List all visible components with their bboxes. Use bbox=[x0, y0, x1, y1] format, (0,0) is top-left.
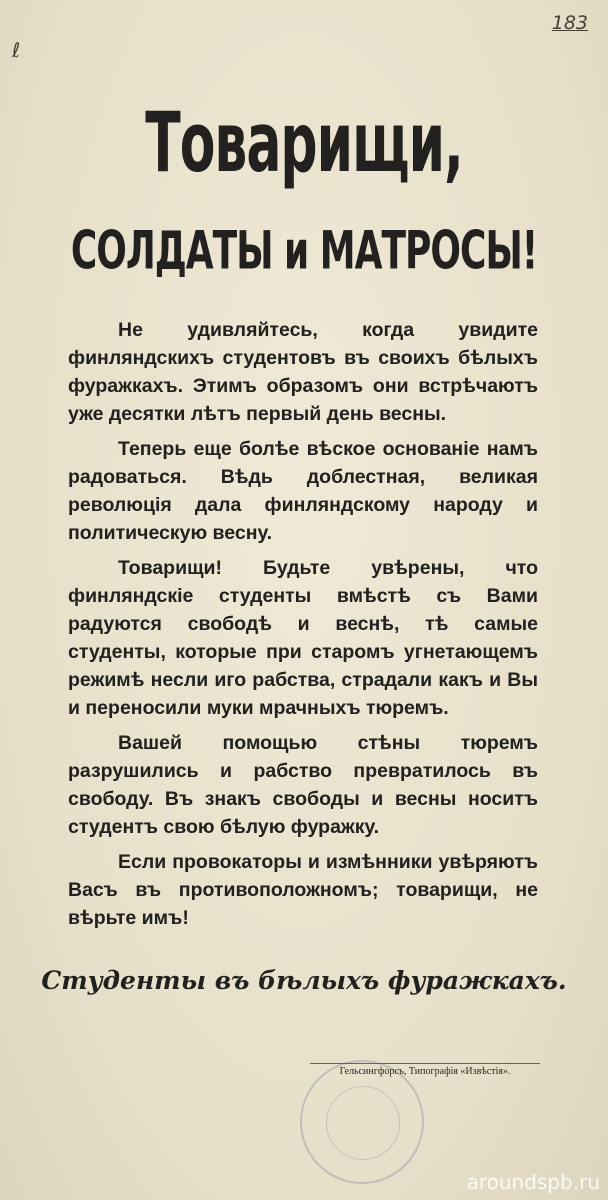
site-watermark: aroundspb.ru bbox=[466, 1170, 600, 1194]
signature: Студенты въ бѣлыхъ фуражкахъ. bbox=[41, 966, 567, 995]
archive-number: 183 bbox=[551, 12, 588, 34]
heading-soldiers-sailors: СОЛДАТЫ и МАТРОСЫ! bbox=[70, 222, 538, 282]
printer-imprint: Гельсингфорсъ, Типографія «Извѣстія». bbox=[339, 1066, 511, 1077]
paragraph-4: Вашей помощью стѣны тюремъ разрушились и рабство превратилось въ свободу. Въ знакъ свободы и весны носитъ студентъ свою бѣлую фуражку. bbox=[68, 732, 538, 838]
paragraph-2: Теперь еще болѣе вѣское основаніе намъ радоваться. Вѣдь доблестная, великая революція дала финляндскому народу и политическую весну. bbox=[68, 438, 538, 544]
imprint-rule bbox=[310, 1063, 540, 1064]
appeal-text bbox=[68, 316, 538, 939]
heading-comrades: Товарищи, bbox=[145, 96, 463, 192]
handwritten-mark: ℓ bbox=[12, 38, 21, 62]
paragraph-3: Товарищи! Будьте увѣрены, что финляндскіе студенты вмѣстѣ съ Вами радуются свободѣ и веснѣ, тѣ самые студенты, которые при старомъ угнетающемъ режимѣ несли иго рабства, страдали какъ и Вы и переносили муки мрачныхъ тюремъ. bbox=[68, 557, 538, 719]
library-stamp-inner bbox=[326, 1086, 400, 1160]
library-stamp bbox=[300, 1060, 424, 1184]
paragraph-1: Не удивляйтесь, когда увидите финляндскихъ студентовъ въ своихъ бѣлыхъ фуражкахъ. Этимъ образомъ они встрѣчаютъ уже десятки лѣтъ первый день весны. bbox=[68, 319, 538, 425]
paragraph-5: Если провокаторы и измѣнники увѣряютъ Васъ въ противоположномъ; товарищи, не вѣрьте имъ! bbox=[68, 851, 538, 929]
